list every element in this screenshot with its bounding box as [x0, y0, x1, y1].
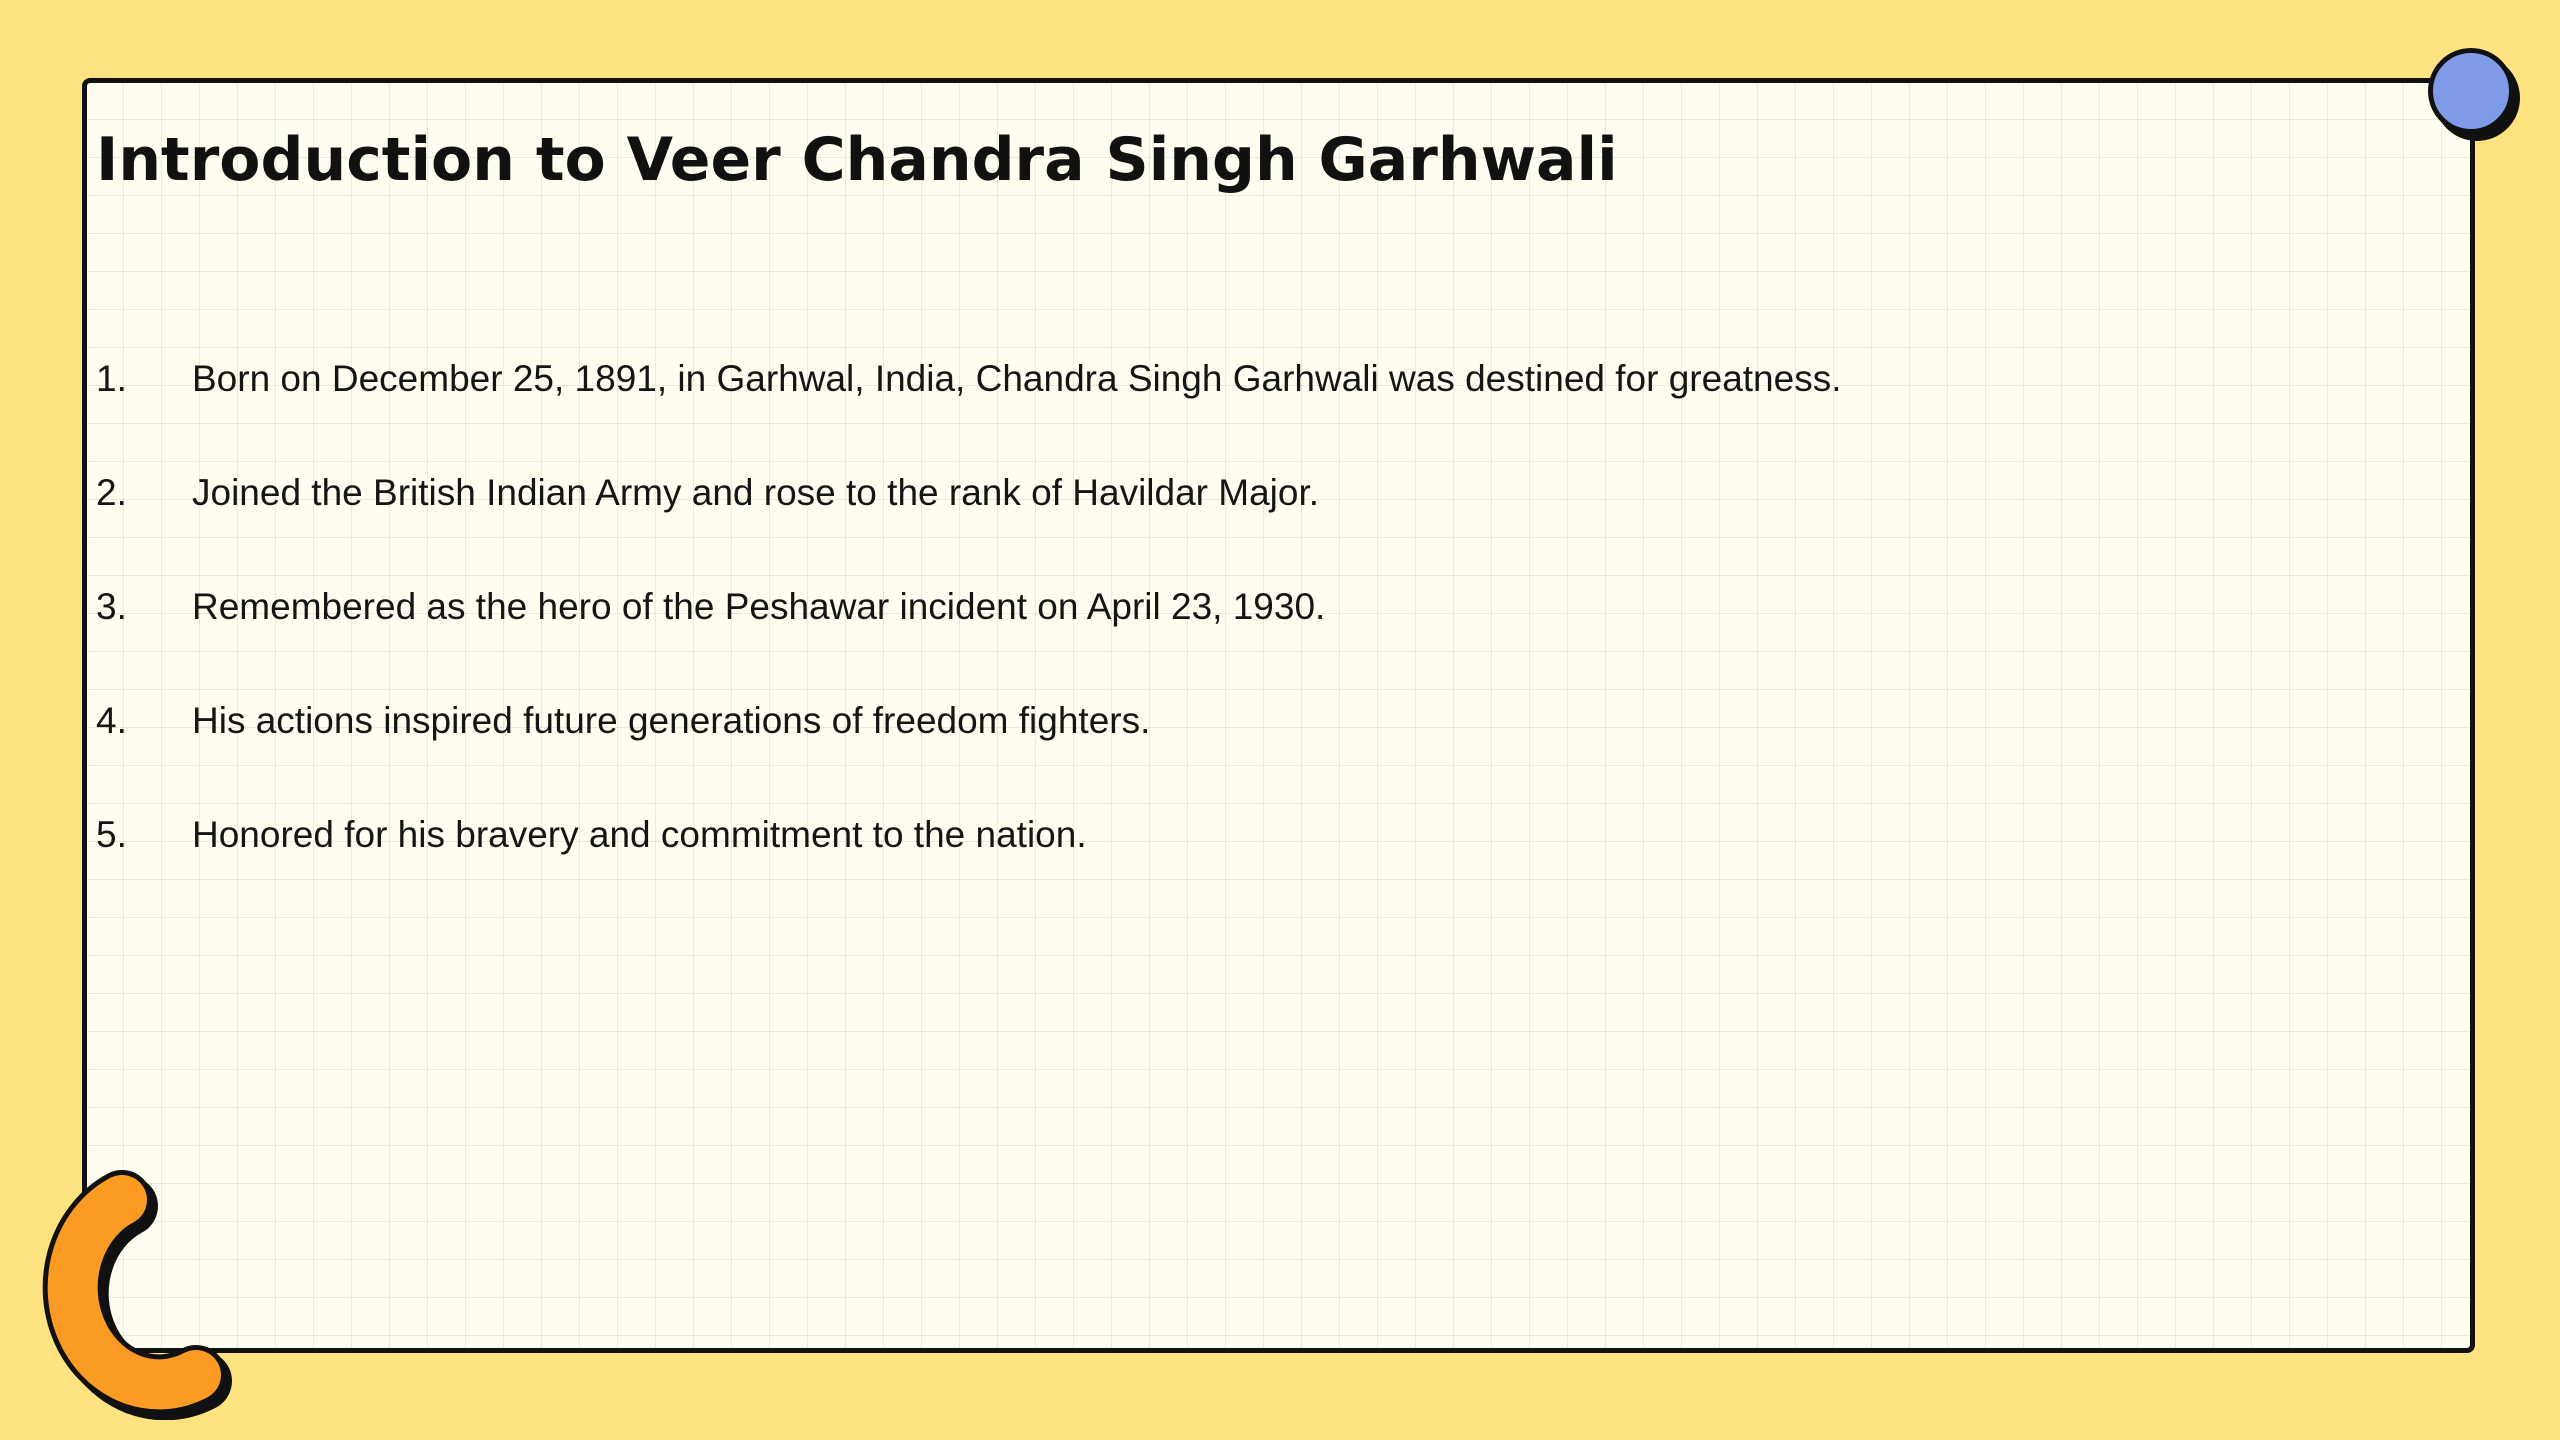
list-item — [96, 586, 1841, 700]
list-item-number: 3. — [96, 586, 127, 627]
list-item — [96, 472, 1841, 586]
list-item — [96, 814, 1841, 928]
circle-icon — [2428, 48, 2514, 134]
list-item-text: Honored for his bravery and commitment to the nation. — [192, 814, 1087, 855]
list-item-text: His actions inspired future generations of freedom fighters. — [192, 700, 1151, 741]
list-item-number: 1. — [96, 358, 127, 399]
list-item — [96, 358, 1841, 472]
list-item-text: Remembered as the hero of the Peshawar incident on April 23, 1930. — [192, 586, 1326, 627]
list-item-number: 2. — [96, 472, 127, 513]
list-item-number: 4. — [96, 700, 127, 741]
list-item-text: Joined the British Indian Army and rose to the rank of Havildar Major. — [192, 472, 1320, 513]
bullet-list — [96, 358, 1841, 928]
list-item — [96, 700, 1841, 814]
slide-title: Introduction to Veer Chandra Singh Garhwali — [96, 125, 1618, 195]
list-item-text: Born on December 25, 1891, in Garhwal, India, Chandra Singh Garhwali was destined for greatness. — [192, 358, 1842, 399]
list-item-number: 5. — [96, 814, 127, 855]
arc-icon — [10, 1170, 240, 1420]
